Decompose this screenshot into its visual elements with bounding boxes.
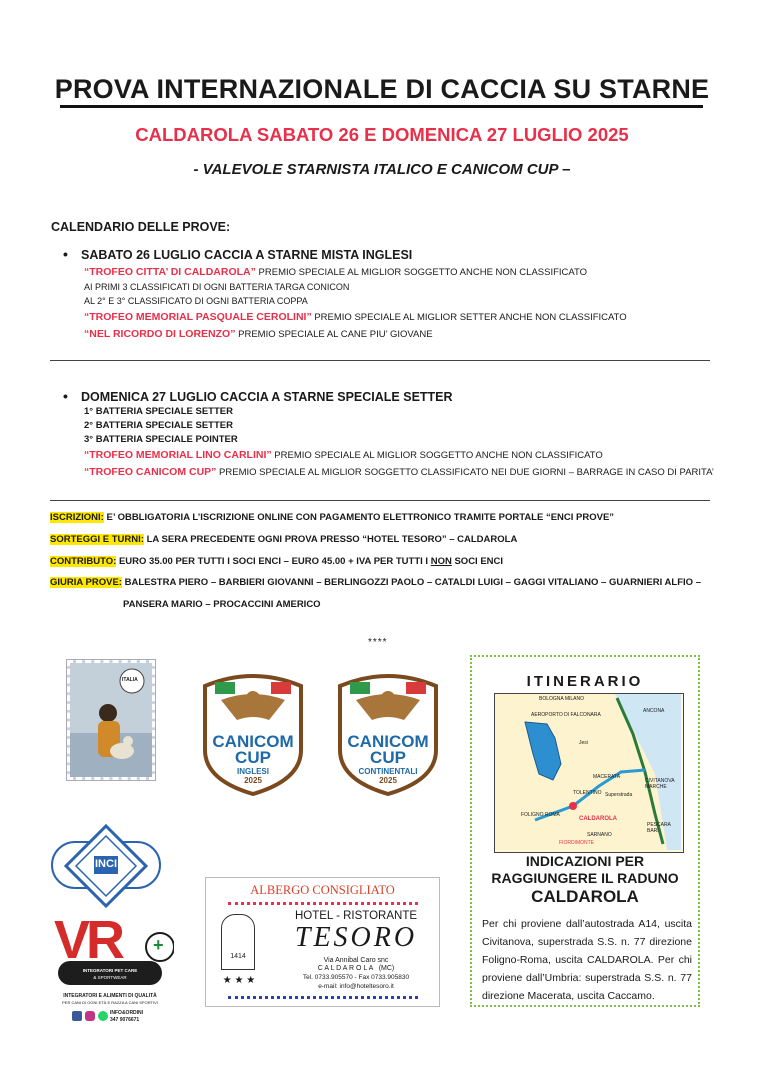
trophy-name: “TROFEO MEMORIAL LINO CARLINI” (84, 449, 272, 461)
contributo-row (50, 556, 503, 567)
directions-heading-line1: INDICAZIONI PER (525, 853, 645, 869)
saturday-line (84, 328, 433, 340)
vr-contact-phone: 347 9076671 (110, 1017, 140, 1023)
map-label: SARNANO (587, 832, 612, 838)
canicom-cup-inglesi-badge (199, 668, 307, 796)
iscrizioni-text: E’ OBBLIGATORIA L’ISCRIZIONE ONLINE CON PAGAMENTO ELETTRONICO TRAMITE PORTALE “ENCI PROVE” (103, 512, 615, 523)
hotel-phone: Tel. 0733.905570 - Fax 0733.905830 (302, 974, 410, 981)
directions-heading (472, 853, 698, 887)
badge-year: 2025 (244, 776, 262, 785)
giuria-row (50, 577, 701, 588)
giuria-text: BALESTRA PIERO – BARBIERI GIOVANNI – BERLINGOZZI PAOLO – CATALDI LUIGI – GAGGI VITALIANO – GUARNIERI ALFIO – (121, 577, 701, 588)
saturday-line (84, 266, 587, 278)
trophy-desc: PREMIO SPECIALE AL MIGLIOR SETTER ANCHE NON CLASSIFICATO (311, 312, 627, 323)
saturday-line: AL 2° E 3° CLASSIFICATO DI OGNI BATTERIA COPPA (84, 296, 308, 306)
map-label: MACERATA (593, 774, 621, 780)
itinerary-title: ITINERARIO (526, 673, 644, 690)
sorteggi-row (50, 534, 517, 545)
map-label: Superstrada (605, 792, 633, 798)
contributo-text: EURO 35.00 PER TUTTI I SOCI ENCI – EURO 45.00 + IVA PER TUTTI I (116, 556, 431, 567)
vr-tagline: INTEGRATORI PET CARE (82, 968, 138, 973)
vr-caption: INTEGRATORI E ALIMENTI DI QUALITÀ (63, 993, 157, 999)
stamp-illustration (70, 663, 152, 777)
battery-line: 2° BATTERIA SPECIALE SETTER (84, 420, 233, 431)
trophy-desc: PREMIO SPECIALE AL MIGLIOR SOGGETTO ANCHE NON CLASSIFICATO (271, 450, 603, 461)
badge-cup: CUP (235, 748, 271, 767)
vr-caption-2: PER CANI DI OGNI ETÀ E RAZZA A CANI SPORTIVI (62, 1000, 158, 1005)
badge-title: CANICOM (347, 732, 429, 751)
vr-contact-label: INFO&ORDINI (110, 1010, 144, 1016)
dotted-border-top (228, 902, 418, 907)
sunday-heading: • DOMENICA 27 LUGLIO CACCIA A STARNE SPECIALE SETTER (63, 388, 453, 404)
itinerary-box (470, 655, 700, 1007)
canicom-cup-continentali-badge (334, 668, 442, 796)
directions-destination: CALDAROLA (531, 887, 639, 906)
badge-category: INGLESI (236, 767, 269, 776)
hotel-name: TESORO (294, 922, 418, 953)
trophy-name: “TROFEO CITTA’ DI CALDAROLA” (84, 266, 256, 278)
map-label: FIORDIMONTE (559, 840, 594, 846)
whatsapp-icon[interactable] (98, 1011, 108, 1021)
hotel-stars: ★ ★ ★ (222, 975, 256, 986)
hotel-address: Via Annibal Caro snc (323, 957, 389, 964)
vr-tagline-2: & SPORTWEAR (93, 975, 127, 980)
event-dates: CALDAROLA SABATO 26 E DOMENICA 27 LUGLIO 2025 (135, 124, 629, 145)
calendar-heading: CALENDARIO DELLE PROVE: (51, 220, 231, 234)
battery-line: 1° BATTERIA SPECIALE SETTER (84, 406, 233, 417)
section-divider (50, 500, 710, 501)
sorteggi-text: LA SERA PRECEDENTE OGNI PROVA PRESSO “HOTEL TESORO” – CALDAROLA (143, 534, 518, 545)
map-label: BOLOGNA MILANO (539, 696, 585, 702)
sunday-line (84, 466, 714, 478)
sunday-line (84, 449, 603, 461)
saturday-line: AI PRIMI 3 CLASSIFICATI DI OGNI BATTERIA TARGA CONICON (84, 282, 350, 292)
decorative-stars: **** (368, 637, 388, 648)
directions-text: Per chi proviene dall’autostrada A14, uscita Civitanova, superstrada S.S. n. 77 direzione Foligno-Roma, uscita CALDAROLA. Per chi proviene dall’Umbria: superstrada S.S. n. 77 direzione Macerata, uscita Caccamo. (482, 918, 692, 1002)
instagram-icon[interactable] (85, 1011, 95, 1021)
vr-integratori-logo (52, 910, 174, 1027)
route-map (494, 693, 684, 853)
hotel-email[interactable]: e-mail: info@hoteltesoro.it (318, 983, 394, 990)
hotel-sign-image (221, 914, 255, 970)
contributo-label: CONTRIBUTO: (50, 556, 117, 567)
sorteggi-label: SORTEGGI E TURNI: (50, 534, 144, 545)
enci-logo (50, 822, 162, 910)
section-divider (50, 360, 710, 361)
trophy-desc: PREMIO SPECIALE AL MIGLIOR SOGGETTO ANCHE NON CLASSIFICATO (255, 267, 588, 278)
trophy-name: “NEL RICORDO DI LORENZO” (84, 328, 236, 340)
battery-line: 3° BATTERIA SPECIALE POINTER (84, 434, 238, 445)
trophy-name: “TROFEO MEMORIAL PASQUALE CEROLINI” (84, 311, 312, 323)
trophy-desc: PREMIO SPECIALE AL MIGLIOR SOGGETTO CLASSIFICATO NEI DUE GIORNI – BARRAGE IN CASO DI PARITA’ (216, 467, 714, 478)
giuria-label: GIURIA PROVE: (50, 577, 122, 588)
map-label: PESCARA BARI (647, 822, 671, 834)
vr-plus: + (153, 935, 164, 955)
enci-text: INCI (95, 858, 117, 870)
contributo-text-end: SOCI ENCI (451, 556, 504, 567)
title-underline (60, 105, 703, 108)
event-subtitle: - VALEVOLE STARNISTA ITALICO E CANICOM CUP – (193, 161, 571, 178)
dotted-border-bottom (228, 996, 418, 1001)
map-label: AEROPORTO DI FALCONARA (531, 712, 601, 718)
hotel-type: HOTEL - RISTORANTE (294, 910, 418, 922)
badge-title: CANICOM (212, 732, 294, 751)
hotel-sign-number: 1414 (230, 953, 246, 960)
vr-brand-text: VR (54, 910, 122, 970)
trophy-name: “TROFEO CANICOM CUP” (84, 466, 217, 478)
giuria-row-continued: PANSERA MARIO – PROCACCINI AMERICO (123, 599, 321, 610)
contributo-non: NON (430, 556, 452, 567)
map-label-destination: CALDAROLA (579, 816, 617, 822)
badge-category: CONTINENTALI (358, 767, 418, 776)
directions-heading-line2: RAGGIUNGERE IL RADUNO (491, 870, 679, 886)
facebook-icon[interactable] (72, 1011, 82, 1021)
page-title: PROVA INTERNAZIONALE DI CACCIA SU STARNE (54, 74, 710, 104)
map-label: ANCONA (643, 708, 665, 714)
iscrizioni-label: ISCRIZIONI: (50, 512, 104, 523)
hotel-city: C A L D A R O L A (MC) (317, 965, 395, 972)
map-label: Jesi (579, 740, 588, 746)
map-label: FOLIGNO ROMA (521, 812, 560, 818)
iscrizioni-row (50, 512, 614, 523)
saturday-line (84, 311, 627, 323)
postage-stamp-image (67, 660, 155, 780)
badge-cup: CUP (370, 748, 406, 767)
map-label: TOLENTINO (573, 790, 602, 796)
badge-year: 2025 (379, 776, 397, 785)
saturday-heading: • SABATO 26 LUGLIO CACCIA A STARNE MISTA INGLESI (63, 246, 412, 262)
map-label: CIVITANOVA MARCHE (645, 778, 675, 790)
stamp-label: ITALIA (122, 677, 138, 683)
trophy-desc: PREMIO SPECIALE AL CANE PIU’ GIOVANE (235, 329, 433, 340)
hotel-advert (205, 877, 440, 1007)
hotel-recommended: ALBERGO CONSIGLIATO (250, 883, 395, 897)
